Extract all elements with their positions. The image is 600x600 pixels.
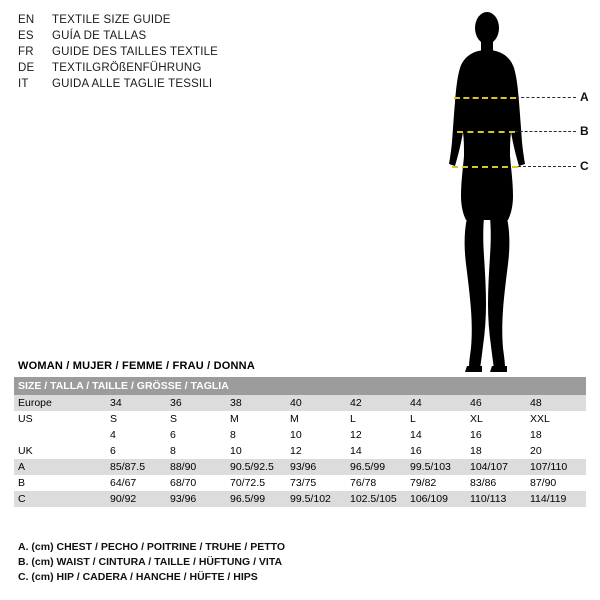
- measurement-legend: [14, 540, 586, 585]
- cell: 34: [106, 395, 166, 411]
- language-row-de: [18, 60, 318, 76]
- cell: 90/92: [106, 491, 166, 507]
- table-header-row: [14, 377, 586, 395]
- cell: 6: [106, 443, 166, 459]
- cell: 85/87.5: [106, 459, 166, 475]
- cell: 20: [526, 443, 586, 459]
- cell: 8: [226, 427, 286, 443]
- language-text-es: GUÍA DE TALLAS: [52, 30, 147, 42]
- legend-item-c: C. (cm) HIP / CADERA / HANCHE / HÜFTE / HIPS: [18, 571, 258, 583]
- language-row-es: [18, 28, 318, 44]
- cell: 14: [346, 443, 406, 459]
- cell: 4: [106, 427, 166, 443]
- cell: L: [346, 411, 406, 427]
- cell: XL: [466, 411, 526, 427]
- language-text-en: TEXTILE SIZE GUIDE: [52, 14, 171, 26]
- language-header-list: [18, 12, 318, 92]
- cell: 48: [526, 395, 586, 411]
- language-code-en: EN: [18, 14, 35, 26]
- cell: 14: [406, 427, 466, 443]
- language-code-de: DE: [18, 62, 35, 74]
- cell: 8: [166, 443, 226, 459]
- cell: 96.5/99: [346, 459, 406, 475]
- measure-line-chest: [454, 97, 516, 99]
- language-code-it: IT: [18, 78, 29, 90]
- measure-line-waist: [457, 131, 515, 133]
- cell: 76/78: [346, 475, 406, 491]
- language-row-it: [18, 76, 318, 92]
- table-header-label: SIZE / TALLA / TAILLE / GRÖSSE / TAGLIA: [14, 377, 586, 395]
- cell: 110/113: [466, 491, 526, 507]
- row-label-a: A: [14, 459, 106, 475]
- size-table: [14, 377, 586, 507]
- cell: 10: [286, 427, 346, 443]
- cell: 79/82: [406, 475, 466, 491]
- measure-label-a: A: [580, 90, 589, 104]
- cell: 93/96: [166, 491, 226, 507]
- cell: 99.5/102: [286, 491, 346, 507]
- language-text-it: GUIDA ALLE TAGLIE TESSILI: [52, 78, 213, 90]
- language-code-fr: FR: [18, 46, 34, 58]
- cell: 73/75: [286, 475, 346, 491]
- language-row-en: [18, 12, 318, 28]
- cell: 6: [166, 427, 226, 443]
- row-label-c: C: [14, 491, 106, 507]
- cell: 96.5/99: [226, 491, 286, 507]
- lead-line-hip: [518, 166, 576, 167]
- row-label-b: B: [14, 475, 106, 491]
- cell: 114/119: [526, 491, 586, 507]
- cell: 70/72.5: [226, 475, 286, 491]
- cell: 38: [226, 395, 286, 411]
- cell: 12: [286, 443, 346, 459]
- cell: 16: [466, 427, 526, 443]
- table-row: [14, 443, 586, 459]
- cell: S: [166, 411, 226, 427]
- cell: M: [226, 411, 286, 427]
- cell: XXL: [526, 411, 586, 427]
- cell: 46: [466, 395, 526, 411]
- cell: 12: [346, 427, 406, 443]
- cell: 40: [286, 395, 346, 411]
- table-row: [14, 475, 586, 491]
- cell: 107/110: [526, 459, 586, 475]
- cell: 106/109: [406, 491, 466, 507]
- cell: 68/70: [166, 475, 226, 491]
- woman-silhouette-icon: [392, 6, 592, 381]
- cell: 64/67: [106, 475, 166, 491]
- cell: 93/96: [286, 459, 346, 475]
- cell: 42: [346, 395, 406, 411]
- table-row: [14, 395, 586, 411]
- table-row: [14, 459, 586, 475]
- legend-item-a: A. (cm) CHEST / PECHO / POITRINE / TRUHE / PETTO: [18, 541, 286, 553]
- table-caption: WOMAN / MUJER / FEMME / FRAU / DONNA: [18, 360, 255, 372]
- row-label-us: US: [14, 411, 106, 427]
- body-figure: [392, 6, 592, 381]
- cell: S: [106, 411, 166, 427]
- cell: 104/107: [466, 459, 526, 475]
- measure-line-hip: [452, 166, 518, 168]
- cell: M: [286, 411, 346, 427]
- row-label-us-numeric: [14, 427, 106, 443]
- lead-line-waist: [515, 131, 576, 132]
- lead-line-chest: [516, 97, 576, 98]
- cell: 90.5/92.5: [226, 459, 286, 475]
- cell: 18: [526, 427, 586, 443]
- row-label-uk: UK: [14, 443, 106, 459]
- legend-item-b: B. (cm) WAIST / CINTURA / TAILLE / HÜFTUNG / VITA: [18, 556, 283, 568]
- language-text-de: TEXTILGRÖßENFÜHRUNG: [52, 62, 202, 74]
- cell: 88/90: [166, 459, 226, 475]
- language-code-es: ES: [18, 30, 34, 42]
- row-label-europe: Europe: [14, 395, 106, 411]
- table-row: [14, 427, 586, 443]
- cell: 18: [466, 443, 526, 459]
- cell: 83/86: [466, 475, 526, 491]
- measure-label-b: B: [580, 124, 589, 138]
- language-text-fr: GUIDE DES TAILLES TEXTILE: [52, 46, 219, 58]
- cell: 44: [406, 395, 466, 411]
- language-row-fr: [18, 44, 318, 60]
- table-row: [14, 411, 586, 427]
- cell: 16: [406, 443, 466, 459]
- cell: 87/90: [526, 475, 586, 491]
- cell: 10: [226, 443, 286, 459]
- cell: 36: [166, 395, 226, 411]
- cell: 99.5/103: [406, 459, 466, 475]
- measure-label-c: C: [580, 159, 589, 173]
- cell: 102.5/105: [346, 491, 406, 507]
- table-row: [14, 491, 586, 507]
- size-table-section: [14, 360, 586, 507]
- cell: L: [406, 411, 466, 427]
